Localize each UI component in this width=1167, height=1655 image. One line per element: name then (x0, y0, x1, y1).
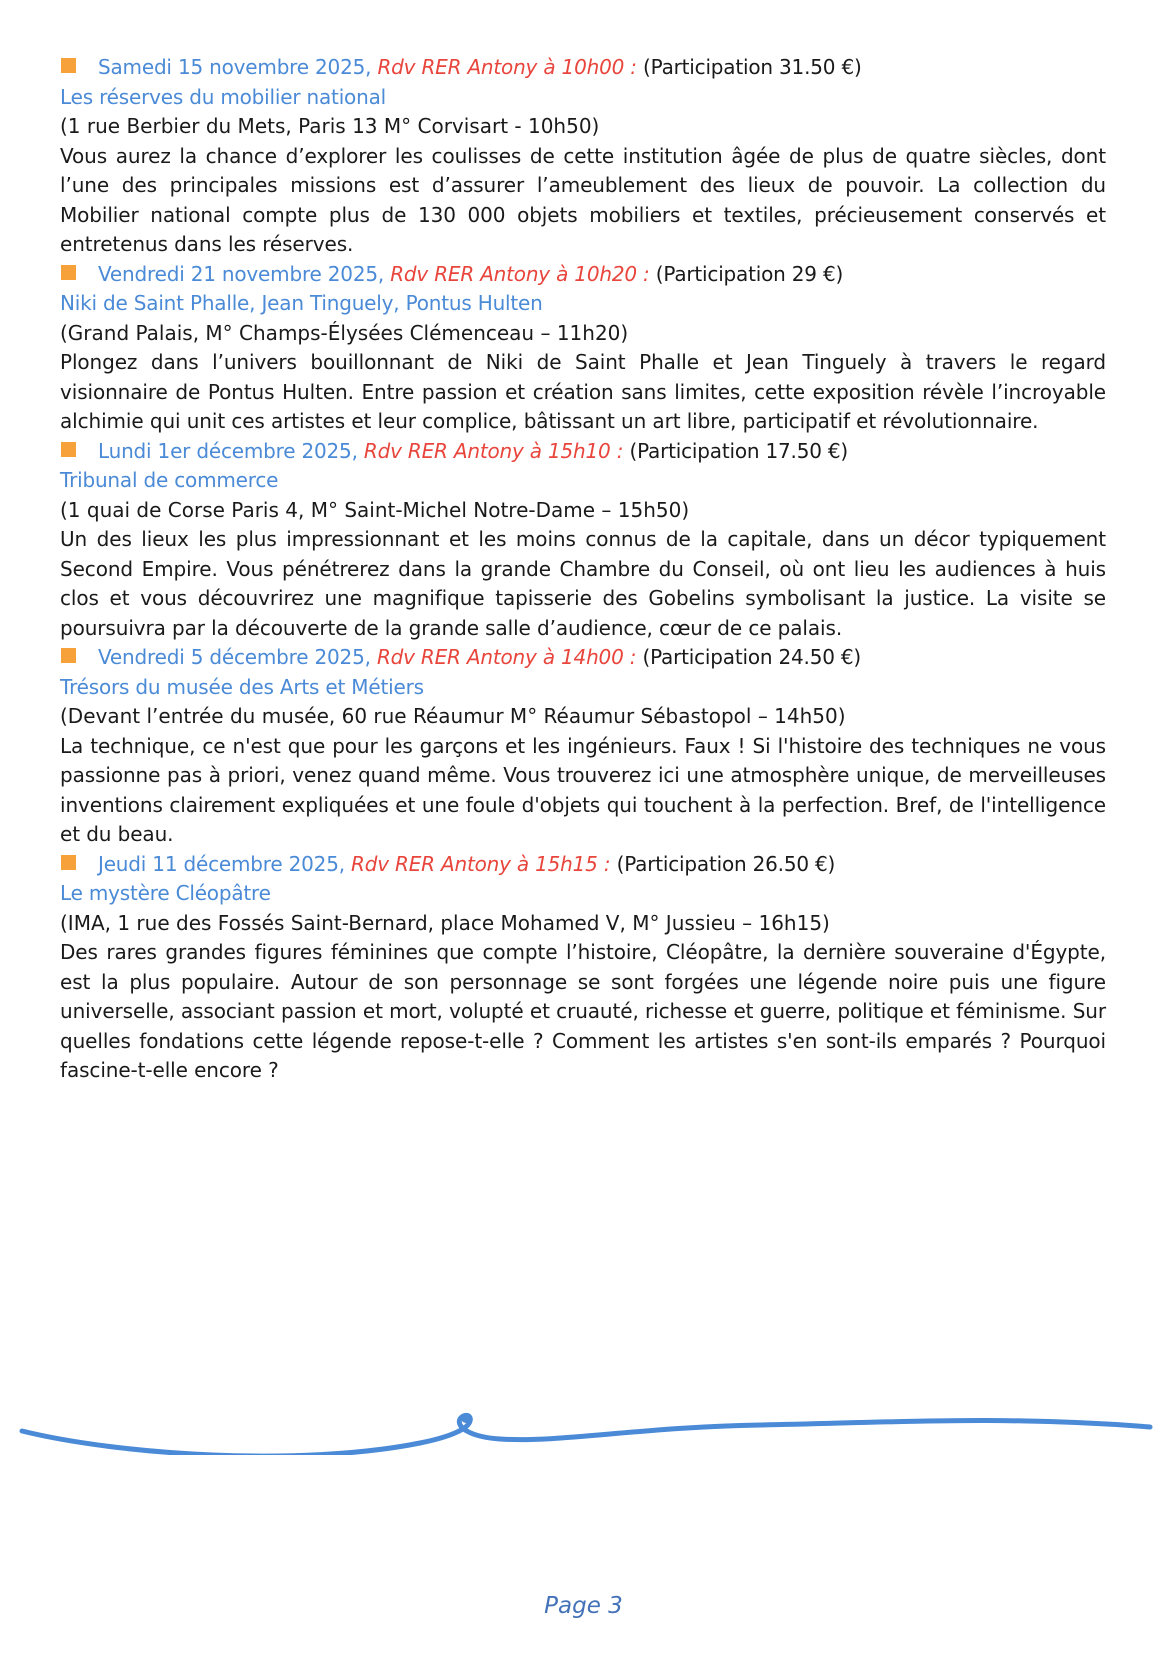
event-title: Le mystère Cléopâtre (60, 881, 271, 905)
event-address: (Grand Palais, M° Champs-Élysées Clémenceau – 11h20) (60, 320, 629, 345)
event-rdv: Rdv RER Antony à 10h20 : (390, 261, 650, 286)
event-date: Jeudi 11 décembre 2025, (98, 851, 345, 876)
bullet-icon (61, 648, 76, 663)
bullet-icon (61, 442, 76, 457)
event-header (60, 643, 1106, 673)
bullet-icon (61, 855, 76, 870)
bullet-icon (61, 58, 76, 73)
event-description: Un des lieux les plus impressionnant et les moins connus de la capitale, dans un décor typiquement Second Empire. Vous pénétrerez dans la grande Chambre du Conseil, où ont lieu les audiences à huis clos et vous découvrirez une magnifique tapisserie des Gobelins symbolisant la justice. La visite se poursuivra par la découverte de la grande salle d’audience, cœur de ce palais. (60, 527, 1106, 640)
event-header (60, 850, 1106, 880)
event-description: Plongez dans l’univers bouillonnant de Niki de Saint Phalle et Jean Tinguely à travers le regard visionnaire de Pontus Hulten. Entre passion et création sans limites, cette exposition révèle l’incroyable alchimie qui unit ces artistes et leur complice, bâtissant un art libre, participatif et révolutionnaire. (60, 350, 1106, 433)
event-rdv: Rdv RER Antony à 15h15 : (351, 851, 611, 876)
event-participation: (Participation 31.50 €) (643, 55, 862, 79)
event-header (60, 53, 1106, 83)
event-list (60, 53, 1106, 1086)
event-rdv: Rdv RER Antony à 14h00 : (376, 645, 637, 669)
decorative-wave (0, 1385, 1167, 1455)
event-participation: (Participation 29 €) (655, 261, 844, 286)
event-rdv: Rdv RER Antony à 10h00 : (377, 55, 637, 79)
event-title: Les réserves du mobilier national (60, 84, 386, 109)
event-date: Lundi 1er décembre 2025, (98, 438, 358, 463)
event-header (60, 437, 1106, 467)
event-title: Trésors du musée des Arts et Métiers (60, 674, 424, 699)
event-participation: (Participation 17.50 €) (629, 438, 849, 463)
event-description: Des rares grandes figures féminines que compte l’histoire, Cléopâtre, la dernière souveraine d'Égypte, est la plus populaire. Autour de son personnage se sont forgées une légende noire puis une figure universelle, associant passion et mort, volupté et cruauté, richesse et guerre, politique et féminisme. Sur quelles fondations cette légende repose-t-elle ? Comment les artistes s'en sont-ils emparés ? Pourquoi fascine-t-elle encore ? (60, 940, 1106, 1082)
event-title: Tribunal de commerce (60, 468, 279, 492)
event-date: Vendredi 21 novembre 2025, (98, 261, 385, 286)
event-title: Niki de Saint Phalle, Jean Tinguely, Pontus Hulten (60, 291, 543, 315)
event-date: Samedi 15 novembre 2025, (98, 55, 372, 79)
event-item (60, 260, 1106, 437)
event-participation: (Participation 24.50 €) (642, 645, 862, 669)
wave-line (22, 1415, 1150, 1455)
bullet-icon (61, 265, 76, 280)
event-address: (IMA, 1 rue des Fossés Saint-Bernard, place Mohamed V, M° Jussieu – 16h15) (60, 910, 830, 935)
wave-knot (461, 1413, 471, 1423)
event-item (60, 437, 1106, 644)
event-address: (1 quai de Corse Paris 4, M° Saint-Michel Notre-Dame – 15h50) (60, 497, 690, 522)
event-header (60, 260, 1106, 290)
page-number: Page 3 (544, 1593, 623, 1619)
event-address: (1 rue Berbier du Mets, Paris 13 M° Corvisart - 10h50) (60, 114, 600, 138)
event-address: (Devant l’entrée du musée, 60 rue Réaumur M° Réaumur Sébastopol – 14h50) (60, 704, 846, 728)
event-description: La technique, ce n'est que pour les garçons et les ingénieurs. Faux ! Si l'histoire des techniques ne vous passionne pas à priori, venez quand même. Vous trouverez ici une atmosphère unique, de merveilleuses inventions clairement expliquées et une foule d'objets qui touchent à la perfection. Bref, de l'intelligence et du beau. (60, 733, 1106, 846)
event-participation: (Participation 26.50 €) (616, 851, 836, 876)
event-date: Vendredi 5 décembre 2025, (98, 645, 371, 669)
event-item (60, 53, 1106, 260)
event-rdv: Rdv RER Antony à 15h10 : (363, 438, 624, 463)
event-description: Vous aurez la chance d’explorer les coulisses de cette institution âgée de plus de quatre siècles, dont l’une des principales missions est d’assurer l’ameublement des lieux de pouvoir. La collection du Mobilier national compte plus de 130 000 objets mobiliers et textiles, précieusement conservés et entretenus dans les réserves. (60, 143, 1106, 256)
event-item (60, 643, 1106, 850)
event-item (60, 850, 1106, 1086)
